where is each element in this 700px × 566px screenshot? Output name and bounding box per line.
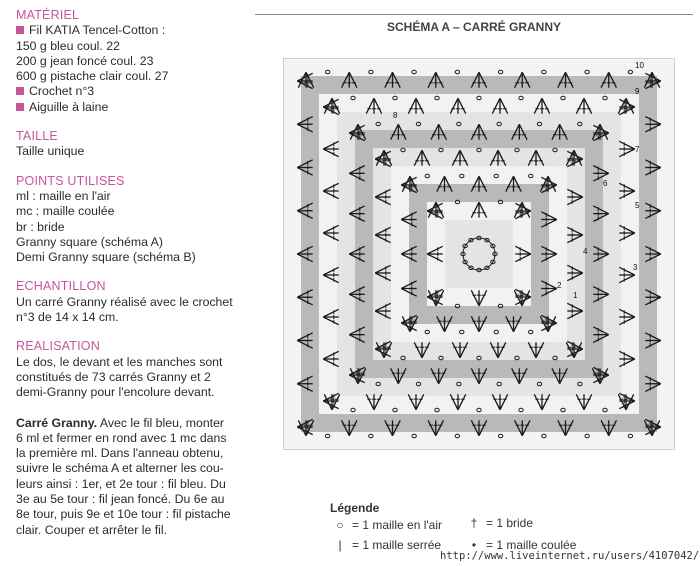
granny-title: Carré Granny.: [16, 415, 98, 430]
round-band: [445, 220, 513, 288]
legend-item-chain: ○ = 1 maille en l'air: [334, 518, 442, 532]
points-line: Demi Granny square (schéma B): [16, 250, 196, 265]
materiel-heading: MATÉRIEL: [16, 8, 80, 22]
granny-line: leurs ainsi : 1er, et 2e tour : fil bleu. Du: [16, 476, 226, 491]
chain-stitch-icon: ○: [336, 518, 344, 532]
bullet-square-icon: [16, 26, 24, 34]
echantillon-line: n°3 de 14 x 14 cm.: [16, 310, 119, 325]
realisation-line: constitués de 73 carrés Granny et 2: [16, 369, 211, 384]
materiel-line: Aiguille à laine: [16, 100, 238, 115]
taille-text: Taille unique: [16, 144, 85, 159]
round-number: 5: [635, 201, 640, 210]
round-number: 10: [635, 61, 644, 70]
bullet-square-icon: [16, 87, 24, 95]
points-line: br : bride: [16, 219, 65, 234]
round-number: 1: [573, 291, 578, 300]
single-stitch-icon: |: [338, 538, 342, 552]
slip-stitch-icon: •: [471, 538, 477, 552]
granny-line: 8e tour, puis 9e et 10e tour : fil pistache: [16, 507, 231, 522]
granny-paragraph: [16, 416, 238, 538]
legend-item-treble: † = 1 bride: [468, 516, 533, 530]
taille-heading: TAILLE: [16, 129, 58, 144]
materiel-line: Fil KATIA Tencel-Cotton :: [16, 23, 238, 38]
granny-square-diagram: [283, 58, 675, 450]
watermark-url: http://www.liveinternet.ru/users/4107042/: [440, 550, 700, 562]
granny-line: suivre le schéma A et alterner les cou-: [16, 461, 224, 476]
treble-stitch-icon: †: [470, 516, 478, 530]
title-rule: [255, 14, 693, 15]
realisation-heading: REALISATION: [16, 339, 100, 354]
granny-line: la première ml. Dans l'anneau obtenu,: [16, 446, 224, 461]
round-number: 2: [557, 281, 562, 290]
points-line: ml : maille en l'air: [16, 188, 111, 203]
round-number: 9: [635, 87, 640, 96]
legend-item-single: | = 1 maille serrée: [334, 538, 441, 552]
materiel-line: Crochet n°3: [16, 84, 238, 99]
points-line: Granny square (schéma A): [16, 234, 163, 249]
round-number: 3: [633, 263, 638, 272]
schema-title: SCHÉMA A – CARRÉ GRANNY: [386, 20, 561, 34]
round-number: 6: [603, 179, 608, 188]
legend-item-slip: • = 1 maille coulée: [468, 538, 576, 552]
round-number: 8: [393, 111, 398, 120]
legend-title: Légende: [330, 501, 380, 515]
granny-line: 6 ml et fermer en rond avec 1 mc dans: [16, 430, 227, 445]
materiel-line: 200 g jean foncé coul. 23: [16, 53, 154, 68]
instructions-column: [16, 6, 238, 538]
granny-line: clair. Couper et arrêter le fil.: [16, 522, 168, 537]
echantillon-line: Un carré Granny réalisé avec le crochet: [16, 294, 233, 309]
materiel-line: 600 g pistache clair coul. 27: [16, 69, 169, 84]
granny-line: 3e au 5e tour : fil jean foncé. Du 6e au: [16, 492, 225, 507]
echantillon-heading: ECHANTILLON: [16, 279, 106, 294]
granny-line: Carré Granny. Avec le fil bleu, monter: [16, 415, 225, 430]
points-heading: POINTS UTILISES: [16, 173, 125, 188]
bullet-square-icon: [16, 103, 24, 111]
round-number: 4: [583, 247, 588, 256]
round-number: 7: [635, 145, 640, 154]
realisation-line: demi-Granny pour l'encolure devant.: [16, 385, 215, 400]
realisation-line: Le dos, le devant et les manches sont: [16, 354, 223, 369]
points-line: mc : maille coulée: [16, 204, 115, 219]
materiel-line: 150 g bleu coul. 22: [16, 38, 120, 53]
